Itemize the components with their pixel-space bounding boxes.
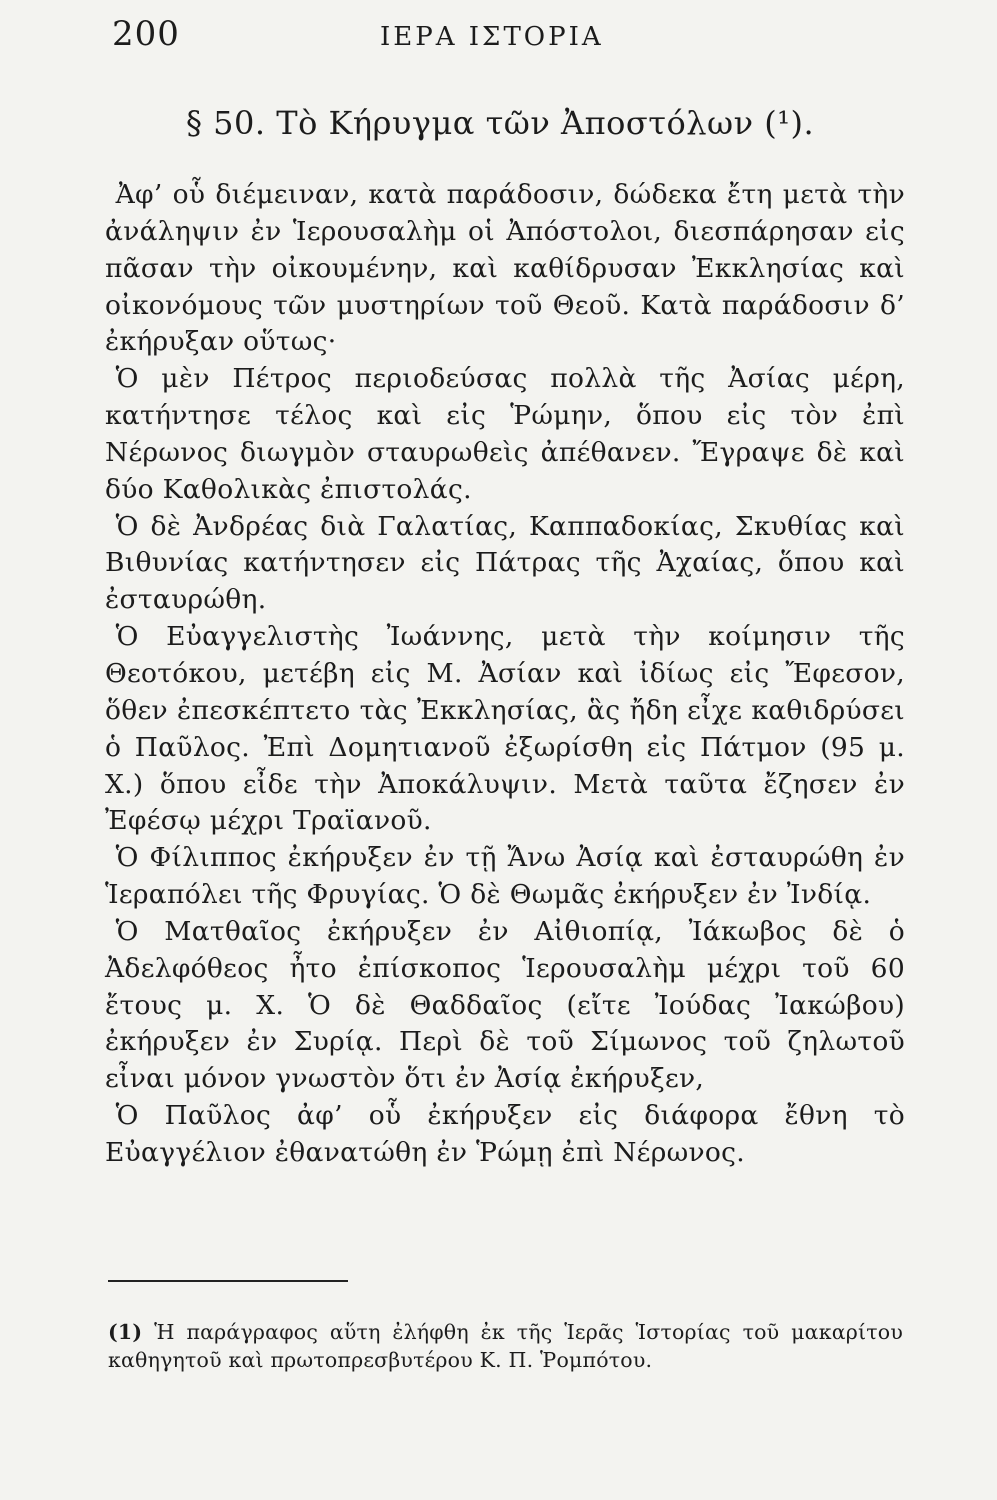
paragraph: Ὁ Εὐαγγελιστὴς Ἰωάννης, μετὰ τὴν κοίμησιν τῆς Θεοτόκου, μετέβη εἰς Μ. Ἀσίαν καὶ ἰδίως εἰς Ἔφεσον, ὅθεν ἐπεσκέπτετο τὰς Ἐκκλησίας, ἃς ἤδη εἶχε καθιδρύσει ὁ Παῦλος. Ἐπὶ Δομητιανοῦ ἐξωρίσθη εἰς Πάτμον (95 μ. Χ.) ὅπου εἶδε τὴν Ἀποκάλυψιν. Μετὰ ταῦτα ἔζησεν ἐν Ἐφέσῳ μέχρι Τραϊανοῦ. xyxy=(105,621,905,837)
section-title: § 50. Τὸ Κήρυγμα τῶν Ἀποστόλων (¹). xyxy=(186,104,815,142)
paragraph: Ἀφ’ οὗ διέμειναν, κατὰ παράδοσιν, δώδεκα ἔτη μετὰ τὴν ἀνάληψιν ἐν Ἱερουσαλὴμ οἱ Ἀπόστολοι, διεσπάρησαν εἰς πᾶσαν τὴν οἰκουμένην, καὶ καθίδρυσαν Ἐκκλησίας καὶ οἰκονόμους τῶν μυστηρίων τοῦ Θεοῦ. Κατὰ παράδοσιν δ’ ἐκήρυξαν οὕτως· xyxy=(105,179,905,358)
running-title: ΙΕΡΑ ΙΣΤΟΡΙΑ xyxy=(380,22,604,52)
body-text xyxy=(105,177,905,1172)
paragraph: Ὁ δὲ Ἀνδρέας διὰ Γαλατίας, Καππαδοκίας, Σκυθίας καὶ Βιθυνίας κατήντησεν εἰς Πάτρας τῆς Ἀχαίας, ὅπου καὶ ἐσταυρώθη. xyxy=(105,510,905,616)
footnote-mark: (1) xyxy=(108,1320,143,1344)
paragraph: Ὁ Παῦλος ἀφ’ οὗ ἐκήρυξεν εἰς διάφορα ἔθνη τὸ Εὐαγγέλιον ἐθανατώθη ἐν Ῥώμῃ ἐπὶ Νέρωνος. xyxy=(105,1100,905,1168)
footnote-text: Ἡ παράγραφος αὕτη ἐλήφθη ἐκ τῆς Ἱερᾶς Ἱστορίας τοῦ μακαρίτου καθηγητοῦ καὶ πρωτοπρεσβυτέρου Κ. Π. Ῥομπότου. xyxy=(108,1320,903,1372)
paragraph: Ὁ Φίλιππος ἐκήρυξεν ἐν τῇ Ἄνω Ἀσίᾳ καὶ ἐσταυρώθη ἐν Ἱεραπόλει τῆς Φρυγίας. Ὁ δὲ Θωμᾶς ἐκήρυξεν ἐν Ἰνδίᾳ. xyxy=(105,842,905,911)
footnote-divider xyxy=(108,1280,348,1282)
page-header xyxy=(112,14,902,64)
page-number: 200 xyxy=(112,14,180,54)
paragraph: Ὁ Ματθαῖος ἐκήρυξεν ἐν Αἰθιοπίᾳ, Ἰάκωβος δὲ ὁ Ἀδελφόθεος ἦτο ἐπίσκοπος Ἱερουσαλὴμ μέχρι τοῦ 60 ἔτους μ. Χ. Ὁ δὲ Θαδδαῖος (εἴτε Ἰούδας Ἰακώβου) ἐκήρυξεν ἐν Συρίᾳ. Περὶ δὲ τοῦ Σίμωνος τοῦ ζηλωτοῦ εἶναι μόνον γνωστὸν ὅτι ἐν Ἀσίᾳ ἐκήρυξεν, xyxy=(105,915,905,1095)
footnote xyxy=(108,1318,903,1374)
paragraph: Ὁ μὲν Πέτρος περιοδεύσας πολλὰ τῆς Ἀσίας μέρη, κατήντησε τέλος καὶ εἰς Ῥώμην, ὅπου εἰς τὸν ἐπὶ Νέρωνος διωγμὸν σταυρωθεὶς ἀπέθανεν. Ἔγραψε δὲ καὶ δύο Καθολικὰς ἐπιστολάς. xyxy=(105,363,905,505)
